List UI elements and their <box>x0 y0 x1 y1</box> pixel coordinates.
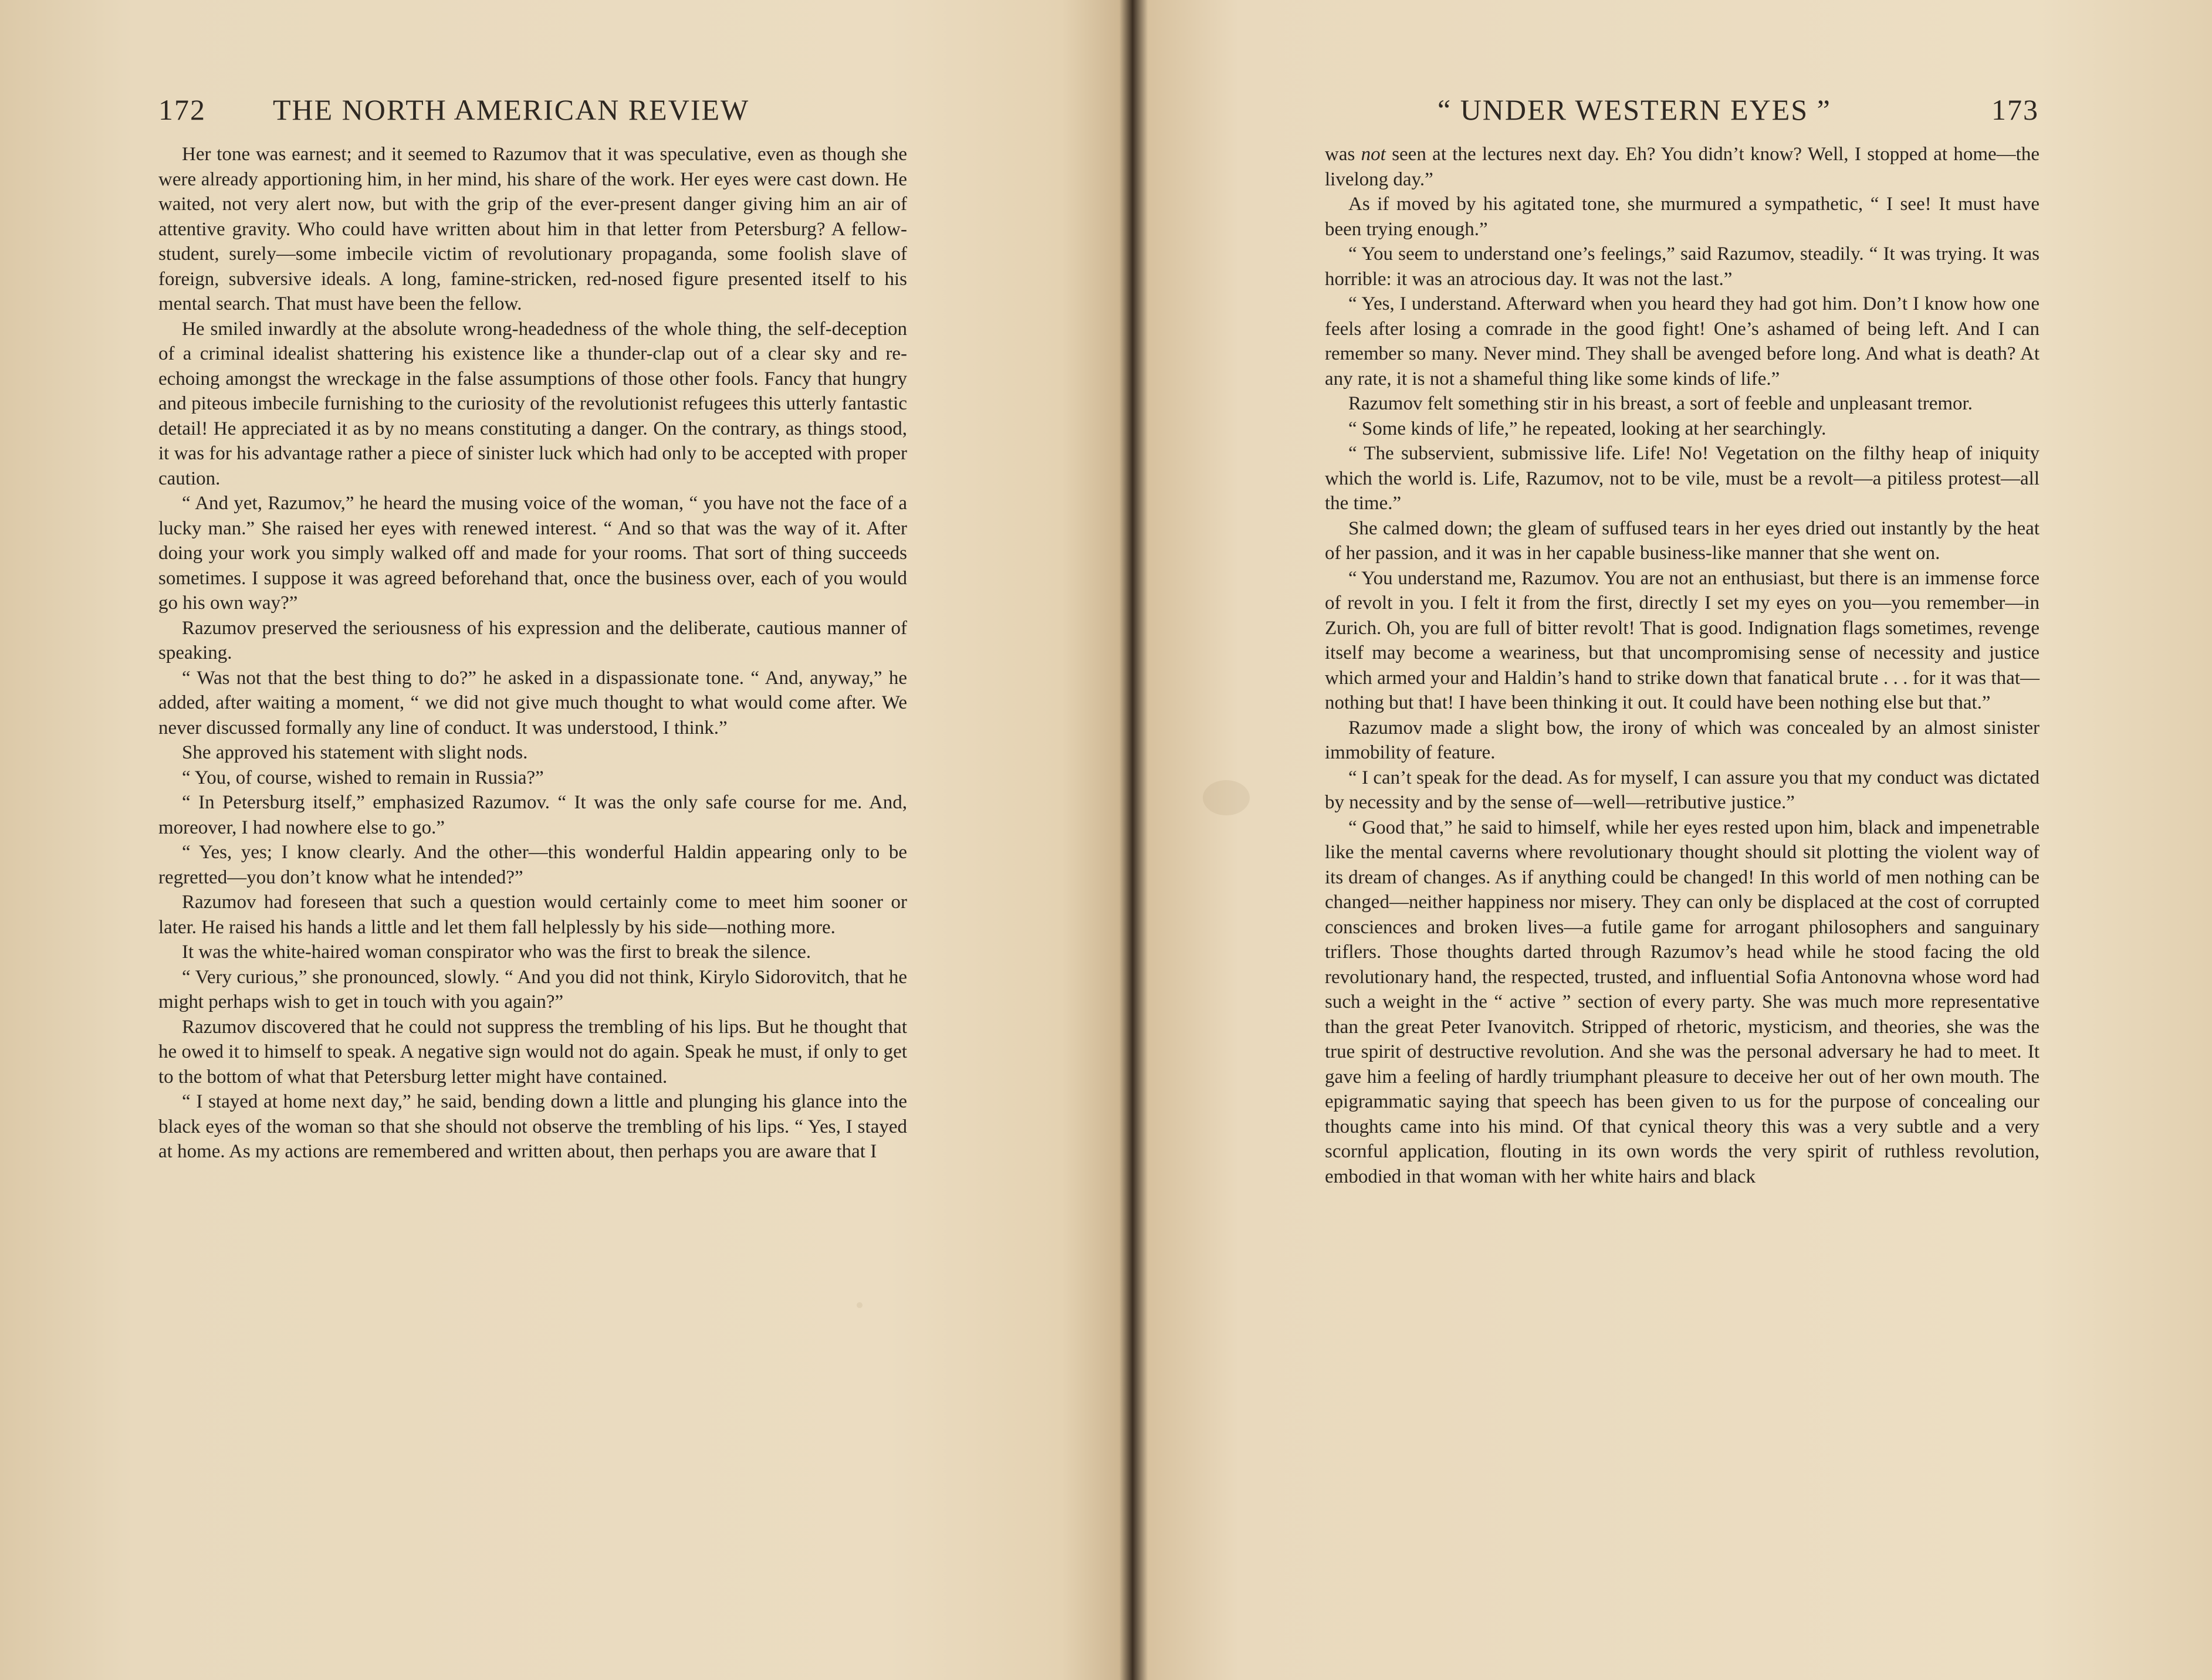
paragraph: She approved his statement with slight nods. <box>182 742 528 763</box>
paragraph: “ I can’t speak for the dead. As for myself, I can assure you that my conduct was dictated by necessity and by the sense of—well—retributive justice.” <box>1325 767 2039 813</box>
paragraph: “ Was not that the best thing to do?” he asked in a dispassionate tone. “ And, anyway,” he added, after waiting a moment, “ we did not give much thought to what would come after. We never discussed formally any line of conduct. It was understood, I think.” <box>158 667 907 739</box>
running-title: THE NORTH AMERICAN REVIEW <box>273 93 750 126</box>
paragraph: It was the white-haired woman conspirator who was the first to break the silence. <box>182 941 811 963</box>
page-number: 172 <box>158 93 206 126</box>
paragraph: “ Yes, yes; I know clearly. And the other—this wonderful Haldin appearing only to be regretted—you don’t know what he intended?” <box>158 842 907 888</box>
paragraph: “ I stayed at home next day,” he said, bending down a little and plunging his glance into the black eyes of the woman so that she should not observe the trembling of his lips. “ Yes, I stayed at home. As my actions are remembered and written about, then perhaps you are aware that I <box>158 1091 907 1162</box>
emphasis: not <box>1361 144 1386 165</box>
paragraph: As if moved by his agitated tone, she murmured a sympathetic, “ I see! It must have been trying enough.” <box>1325 194 2039 240</box>
text-run: was <box>1325 144 1361 165</box>
paragraph: “ The subservient, submissive life. Life! No! Vegetation on the filthy heap of iniquity which the world is. Life, Razumov, not to be vile, must be a revolt—a pitiless protest—all the time.” <box>1325 443 2039 514</box>
paragraph: Razumov felt something stir in his breast, a sort of feeble and unpleasant tremor. <box>1348 393 1973 414</box>
paragraph: “ Very curious,” she pronounced, slowly. “ And you did not think, Kirylo Sidorovitch, that he might perhaps wish to get in touch with you again?” <box>158 966 907 1012</box>
paragraph: “ And yet, Razumov,” he heard the musing voice of the woman, “ you have not the face of a lucky man.” She raised her eyes with renewed interest. “ And so that was the way of it. After doing your work you simply walked off and made for your rooms. That sort of thing succeeds sometimes. I suppose it was agreed beforehand that, once the business over, each of you would go his own way?” <box>158 493 907 614</box>
paragraph: Razumov preserved the seriousness of his expression and the deliberate, cautious manner of speaking. <box>158 617 907 663</box>
right-page <box>1138 0 2212 1680</box>
continued-paragraph <box>1325 142 2039 192</box>
paragraph: Razumov discovered that he could not suppress the trembling of his lips. But he thought that he owed it to himself to speak. A negative sign would not do again. Speak he must, if only to get to the bottom of what that Petersburg letter might have contained. <box>158 1016 907 1088</box>
left-page-header <box>158 93 909 134</box>
paragraph: Razumov made a slight bow, the irony of which was concealed by an almost sinister immobility of feature. <box>1325 717 2039 763</box>
right-page-text <box>1325 142 2039 1189</box>
paragraph: “ You seem to understand one’s feelings,” said Razumov, steadily. “ It was trying. It was horrible: it was an atrocious day. It was not the last.” <box>1325 243 2039 290</box>
paragraph: Razumov had foreseen that such a question would certainly come to meet him sooner or later. He raised his hands a little and let them fall helplessly by his side—nothing more. <box>158 892 907 938</box>
page-number: 173 <box>1991 93 2039 126</box>
paragraph: “ You understand me, Razumov. You are not an enthusiast, but there is an immense force of revolt in you. I felt it from the first, directly I set my eyes on you—you remember—in Zurich. Oh, you are full of bitter revolt! That is good. Indignation flags sometimes, revenge itself may become a weariness, but that uncompromising sense of necessity and justice which armed your and Haldin’s hand to strike down that fanatical brute . . . for it was that—nothing but that! I have been thinking it out. It could have been nothing else but that.” <box>1325 567 2039 713</box>
paragraph: “ Yes, I understand. Afterward when you heard they had got him. Don’t I know how one feels after losing a comrade in the good fight! One’s ashamed of being left. And I can remember so many. Never mind. They shall be avenged before long. And what is death? At any rate, it is not a shameful thing like some kinds of life.” <box>1325 293 2039 389</box>
paragraph: “ You, of course, wished to remain in Russia?” <box>182 767 544 788</box>
text-run: seen at the lectures next day. Eh? You didn’t know? Well, I stopped at home—the livelong day.” <box>1325 144 2039 190</box>
paragraph: Her tone was earnest; and it seemed to Razumov that it was speculative, even as though she were already apportioning him, in her mind, his share of the work. Her eyes were cast down. He waited, not very alert now, but with the grip of the ever-present danger giving him an air of attentive gravity. Who could have written about him in that letter from Petersburg? A fellow-student, surely—some imbecile victim of revolutionary propaganda, some foolish slave of foreign, subversive ideals. A long, famine-stricken, red-nosed figure presented itself to his mental search. That must have been the fellow. <box>158 144 907 314</box>
paragraph: “ Good that,” he said to himself, while her eyes rested upon him, black and impenetrable like the mental caverns where revolutionary thought should sit plotting the violent way of its dream of changes. As if anything could be changed! In this world of men nothing can be changed—neither happiness nor misery. They can only be displaced at the cost of corrupted consciences and broken lives—a futile game for arrogant philosophers and sanguinary triflers. Those thoughts darted through Razumov’s head while he stood facing the old revolutionary hand, the respected, trusted, and influential Sofia Antonovna whose word had such a weight in the “ active ” section of every party. She was much more representative than the great Peter Ivanovitch. Stripped of rhetoric, mysticism, and theories, she was the true spirit of destructive revolution. And she was the personal adversary he had to meet. It gave him a feeling of hardly triumphant pleasure to deceive her out of her own mouth. The epigrammatic saying that speech has been given to us for the purpose of concealing our thoughts came into his mind. Of that cynical theory this was a very subtle and a very scornful application, flouting in its own words the very spirit of ruthless revolution, embodied in that woman with her white hairs and black <box>1325 817 2039 1187</box>
running-title: “ UNDER WESTERN EYES ” <box>1438 93 1831 126</box>
paragraph: “ In Petersburg itself,” emphasized Razumov. “ It was the only safe course for me. And, moreover, I had nowhere else to go.” <box>158 792 907 838</box>
right-page-header <box>1314 93 2039 134</box>
left-page-text <box>158 142 907 1164</box>
paragraph: “ Some kinds of life,” he repeated, looking at her searchingly. <box>1348 418 1827 439</box>
paragraph: She calmed down; the gleam of suffused tears in her eyes dried out instantly by the heat of her passion, and it was in her capable business-like manner that she went on. <box>1325 517 2039 564</box>
paragraph: He smiled inwardly at the absolute wrong-headedness of the whole thing, the self-deception of a criminal idealist shattering his existence like a thunder-clap out of a clear sky and re-echoing amongst the wreckage in the false assumptions of those other fools. Fancy that hungry and piteous imbecile furnishing to the curiosity of the revolutionist refugees this utterly fantastic detail! He appreciated it as by no means constituting a danger. On the contrary, as things stood, it was for his advantage rather a piece of sinister luck which had only to be accepted with proper caution. <box>158 318 907 489</box>
